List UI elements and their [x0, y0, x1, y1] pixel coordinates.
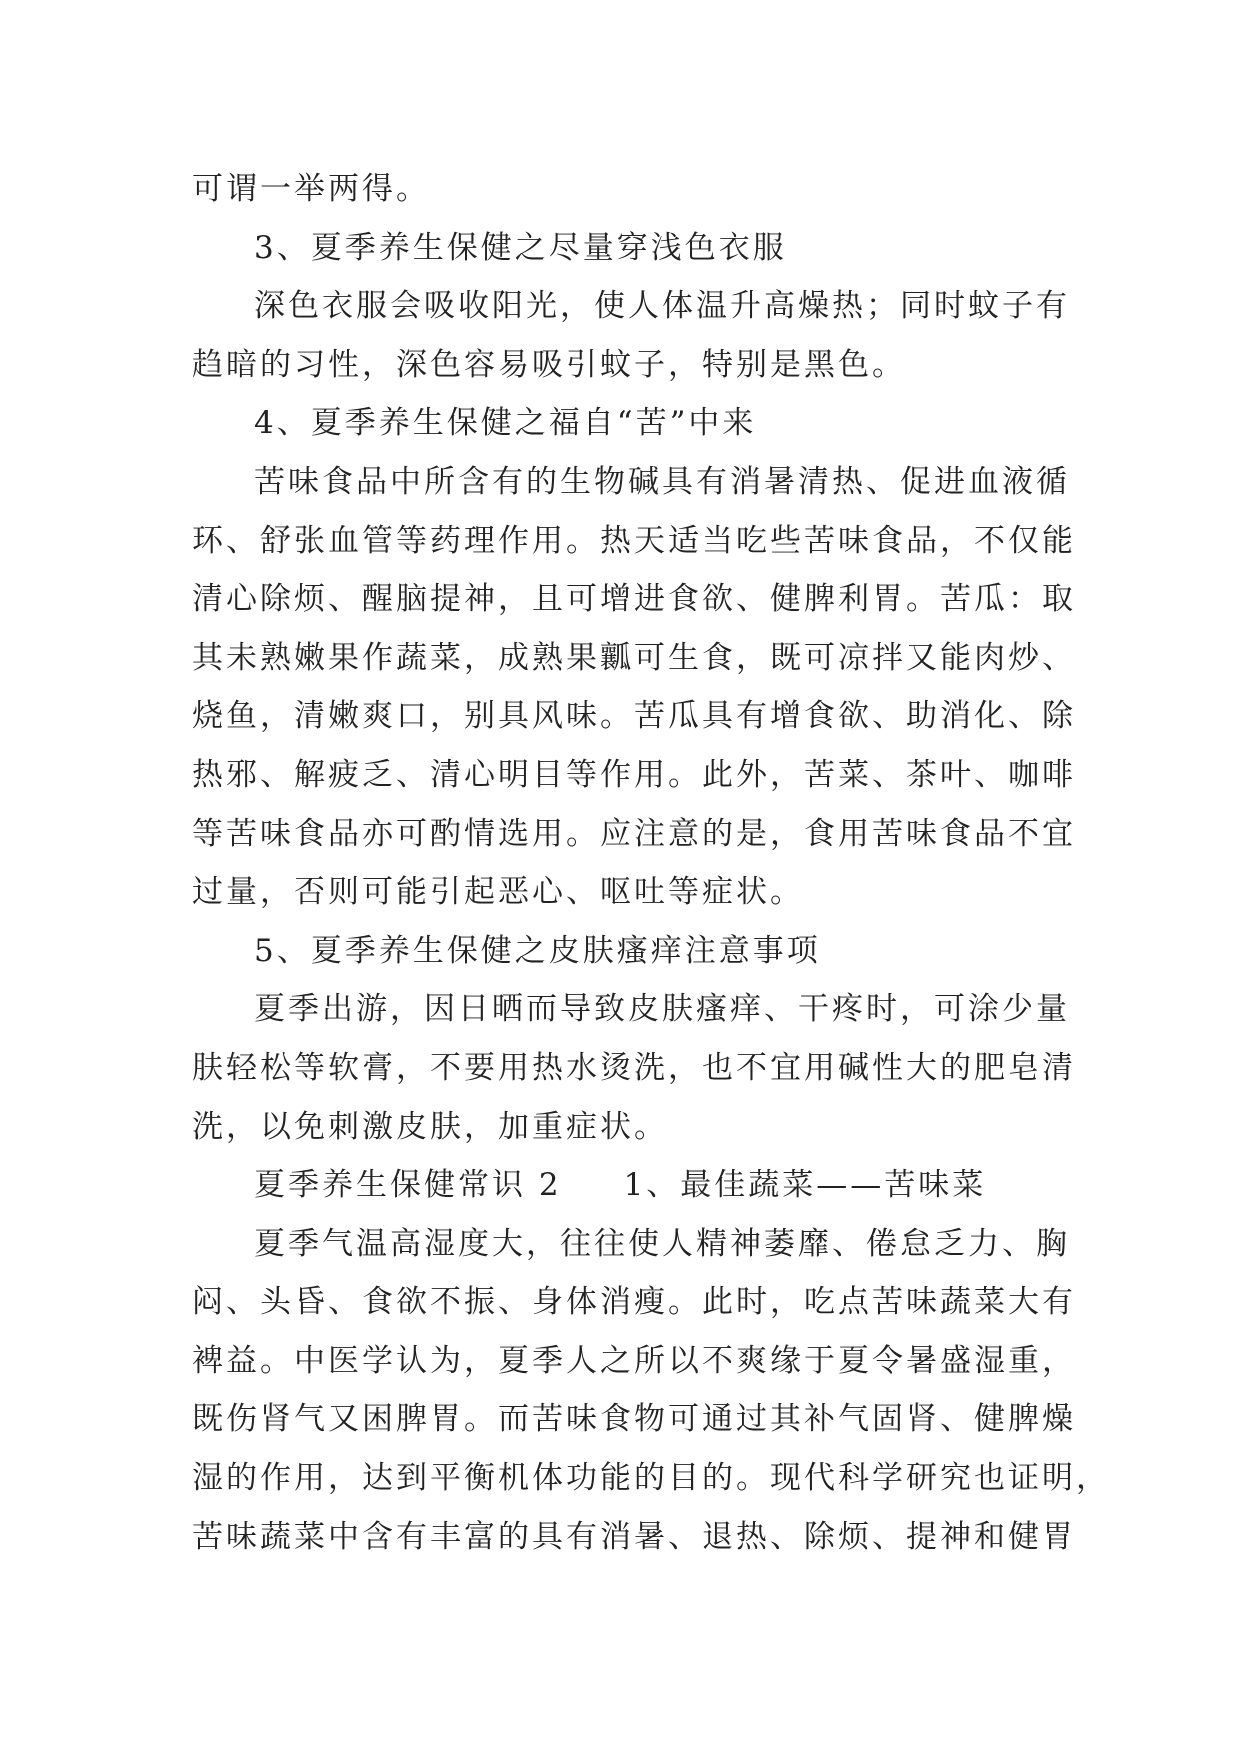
- paragraph-line: 趋暗的习性，深色容易吸引蚊子，特别是黑色。: [192, 346, 906, 383]
- paragraph-line: 裨益。中医学认为，夏季人之所以不爽缘于夏令暑盛湿重，: [192, 1342, 1076, 1379]
- section-heading: 4、夏季养生保健之福自“苦”中来: [254, 405, 757, 442]
- paragraph-line: 湿的作用，达到平衡机体功能的目的。现代科学研究也证明，: [192, 1460, 1110, 1497]
- paragraph-line: 烧鱼，清嫩爽口，别具风味。苦瓜具有增食欲、助消化、除: [192, 698, 1076, 735]
- paragraph-line: 苦味食品中所含有的生物碱具有消暑清热、促进血液循: [254, 463, 1070, 500]
- section-heading: 3、夏季养生保健之尽量穿浅色衣服: [254, 229, 787, 266]
- section-title-line: [192, 1156, 1062, 1215]
- paragraph-line: 夏季气温高湿度大，往往使人精神萎靡、倦怠乏力、胸: [254, 1225, 1070, 1262]
- paragraph-line: 可谓一举两得。: [192, 171, 430, 207]
- document-body: [192, 160, 1110, 1566]
- paragraph-line: 深色衣服会吸收阳光，使人体温升高燥热；同时蚊子有: [254, 288, 1070, 325]
- paragraph-line: 既伤肾气又困脾胃。而苦味食物可通过其补气固肾、健脾燥: [192, 1401, 1076, 1438]
- section-heading: 1、最佳蔬菜——苦味菜: [623, 1167, 987, 1204]
- paragraph-line: 热邪、解疲乏、清心明目等作用。此外，苦菜、茶叶、咖啡: [192, 756, 1076, 793]
- paragraph-line: 肤轻松等软膏，不要用热水烫洗，也不宜用碱性大的肥皂清: [192, 1049, 1076, 1086]
- paragraph-line: 等苦味食品亦可酌情选用。应注意的是，食用苦味食品不宜: [192, 815, 1076, 852]
- paragraph-line: 清心除烦、醒脑提神，且可增进食欲、健脾利胃。苦瓜：取: [192, 581, 1076, 618]
- paragraph-line: 过量，否则可能引起恶心、呕吐等症状。: [192, 874, 804, 911]
- paragraph-line: 闷、头昏、食欲不振、身体消瘦。此时，吃点苦味蔬菜大有: [192, 1284, 1076, 1321]
- section-heading: 5、夏季养生保健之皮肤瘙痒注意事项: [254, 932, 821, 969]
- section-title: 夏季养生保健常识 2: [254, 1167, 562, 1204]
- paragraph-line: 其未熟嫩果作蔬菜，成熟果瓤可生食，既可凉拌又能肉炒、: [192, 639, 1076, 676]
- paragraph-line: 洗，以免刺激皮肤，加重症状。: [192, 1108, 668, 1145]
- paragraph-line: 夏季出游，因日晒而导致皮肤瘙痒、干疼时，可涂少量: [254, 991, 1070, 1028]
- paragraph-line: 环、舒张血管等药理作用。热天适当吃些苦味食品，不仅能: [192, 522, 1076, 559]
- paragraph-line: 苦味蔬菜中含有丰富的具有消暑、退热、除烦、提神和健胃: [192, 1518, 1076, 1555]
